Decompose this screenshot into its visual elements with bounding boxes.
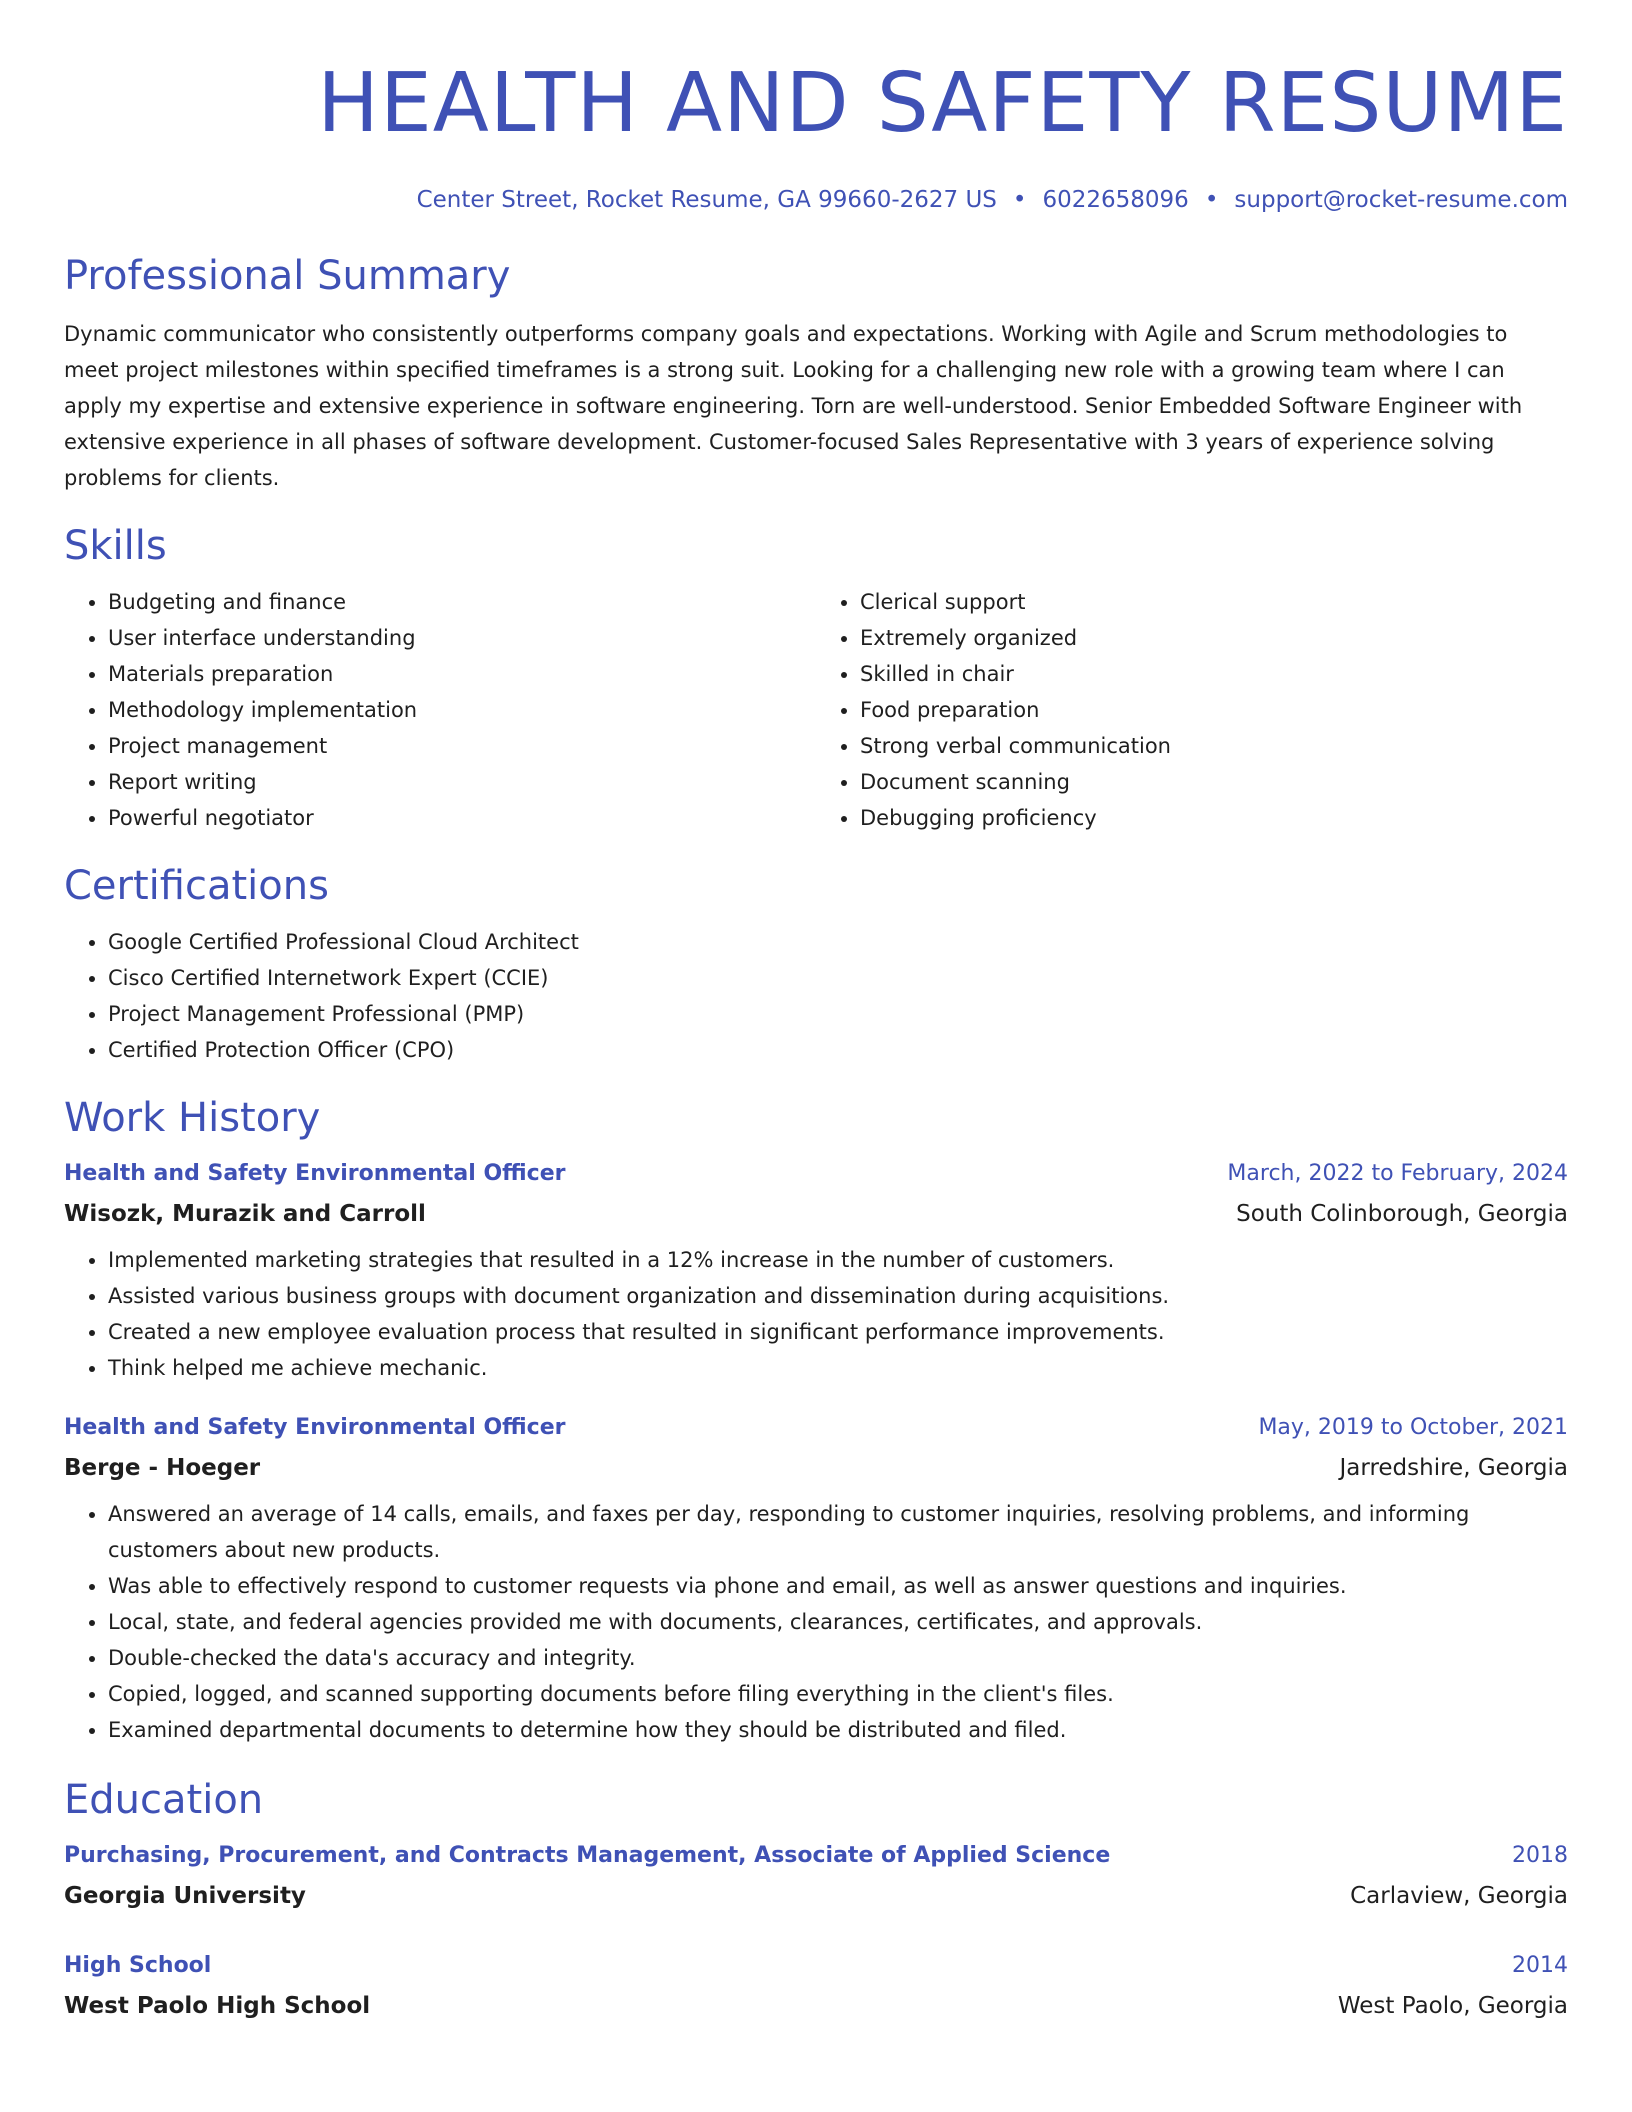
job-header [64,1408,1568,1448]
education-subheader [64,1986,1568,2026]
education-entry [64,1946,1568,2026]
skill-item: • Food preparation [860,692,1568,728]
summary-text: Dynamic communicator who consistently outperforms company goals and expectations. Working with Agile and Scrum methodologies to meet project milestones within specified timeframes is a strong suit. Looking for a challenging new role with a growing team where I can apply my expertise and extensive experience in software engineering. Torn are well-understood. Senior Embedded Software Engineer with extensive experience in all phases of software development. Customer-focused Sales Representative with 3 years of experience solving problems for clients. [64,322,1523,490]
skill-item: • Debugging proficiency [860,800,1568,836]
skills-list [64,584,1568,836]
job-subheader [64,1194,1568,1234]
certifications-list [64,924,1568,1068]
skill-item: • Strong verbal communication [860,728,1568,764]
certification-item: • Project Management Professional (PMP) [108,996,1568,1032]
job-entry [64,1408,1568,1748]
work-history-heading: Work History [64,1095,321,1141]
certification-item: • Cisco Certified Internetwork Expert (CCIE) [108,960,1568,996]
skills-column-left [64,584,816,836]
summary-heading: Professional Summary [64,253,511,299]
skill-item: • Methodology implementation [108,692,816,728]
email: support@rocket-resume.com [1234,187,1568,213]
school-location: Carlaview, Georgia [1350,1883,1568,1909]
job-bullet: • Think helped me achieve mechanic. [108,1350,1568,1386]
skill-item: • User interface understanding [108,620,816,656]
skill-item: • Project management [108,728,816,764]
skill-item: • Budgeting and finance [108,584,816,620]
school-name: West Paolo High School [64,1993,371,2019]
job-bullet: • Implemented marketing strategies that resulted in a 12% increase in the number of customers. [108,1242,1568,1278]
job-bullet: • Assisted various business groups with document organization and dissemination during acquisitions. [108,1278,1568,1314]
job-bullet: • Created a new employee evaluation process that resulted in significant performance improvements. [108,1314,1568,1350]
skill-item: • Extremely organized [860,620,1568,656]
job-dates: May, 2019 to October, 2021 [1258,1415,1568,1440]
job-location: Jarredshire, Georgia [1339,1455,1568,1481]
graduation-year: 2014 [1512,1953,1568,1978]
phone: 6022658096 [1042,187,1189,213]
job-location: South Colinborough, Georgia [1236,1201,1568,1227]
job-title: Health and Safety Environmental Officer [64,1415,566,1440]
job-bullet: • Double-checked the data's accuracy and integrity. [108,1640,1568,1676]
skills-column-right [816,584,1568,836]
degree: High School [64,1953,212,1978]
skill-item: • Skilled in chair [860,656,1568,692]
skill-item: • Clerical support [860,584,1568,620]
resume-title: HEALTH AND SAFETY RESUME [317,56,1568,151]
job-bullet: • Was able to effectively respond to customer requests via phone and email, as well as answer questions and inquiries. [108,1568,1568,1604]
skill-item: • Powerful negotiator [108,800,816,836]
school-location: West Paolo, Georgia [1337,1993,1568,2019]
job-subheader [64,1448,1568,1488]
job-bullet: • Local, state, and federal agencies provided me with documents, clearances, certificates, and approvals. [108,1604,1568,1640]
job-bullets [64,1496,1568,1748]
degree: Purchasing, Procurement, and Contracts Management, Associate of Applied Science [64,1843,1111,1868]
job-title: Health and Safety Environmental Officer [64,1161,566,1186]
certifications-heading: Certifications [64,863,329,909]
skill-item: • Document scanning [860,764,1568,800]
skill-item: • Materials preparation [108,656,816,692]
education-heading: Education [64,1777,264,1823]
education-header [64,1836,1568,1876]
job-dates: March, 2022 to February, 2024 [1227,1161,1568,1186]
education-subheader [64,1876,1568,1916]
job-header [64,1154,1568,1194]
job-bullet: • Answered an average of 14 calls, emails, and faxes per day, responding to customer inquiries, resolving problems, and informing customers about new products. [108,1496,1568,1568]
education-header [64,1946,1568,1986]
separator-dot: • [1204,187,1219,213]
graduation-year: 2018 [1512,1843,1568,1868]
job-entry [64,1154,1568,1386]
job-bullets [64,1242,1568,1386]
job-bullet: • Examined departmental documents to determine how they should be distributed and filed. [108,1712,1568,1748]
job-bullet: • Copied, logged, and scanned supporting documents before filing everything in the client's files. [108,1676,1568,1712]
certification-item: • Certified Protection Officer (CPO) [108,1032,1568,1068]
resume-header [64,56,1568,214]
address: Center Street, Rocket Resume, GA 99660-2627 US [416,187,997,213]
company-name: Berge - Hoeger [64,1455,261,1481]
skills-heading: Skills [64,523,167,569]
company-name: Wisozk, Murazik and Carroll [64,1201,426,1227]
school-name: Georgia University [64,1883,306,1909]
separator-dot: • [1012,187,1027,213]
education-entry [64,1836,1568,1916]
skill-item: • Report writing [108,764,816,800]
contact-line [64,186,1568,214]
certification-item: • Google Certified Professional Cloud Architect [108,924,1568,960]
